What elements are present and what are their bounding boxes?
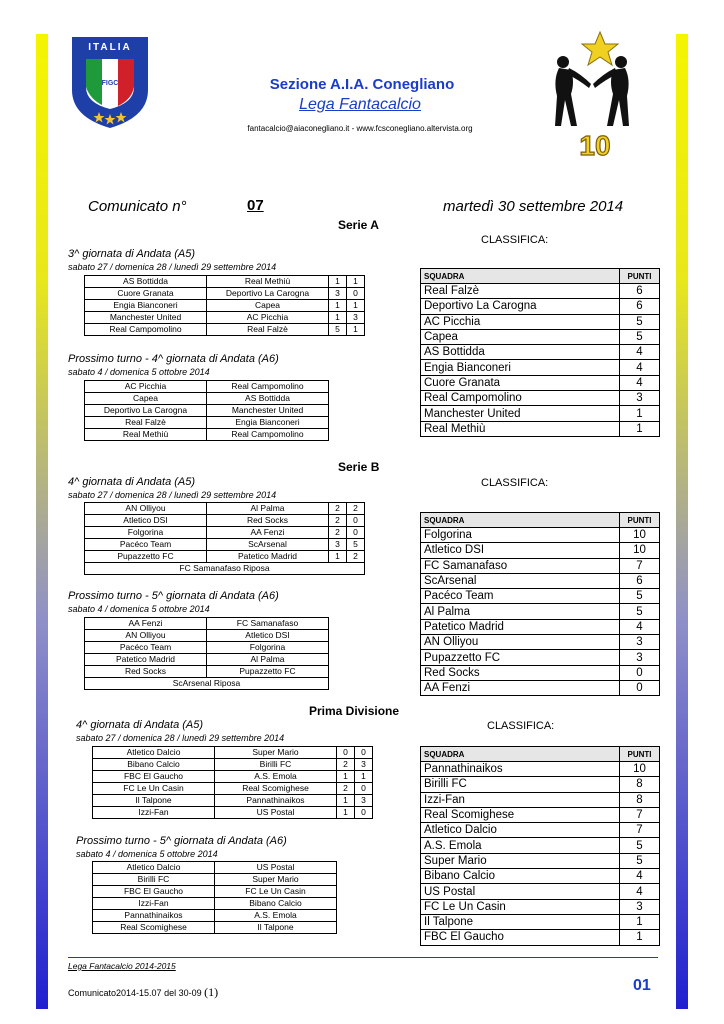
footer-page-number: 01 (633, 977, 651, 994)
comunicato-label: Comunicato n° (88, 198, 187, 215)
table-row: Bibano Calcio Birilli FC 2 3 (93, 759, 373, 771)
serie-a-results-table (84, 275, 365, 336)
svg-text:FIGC: FIGC (101, 80, 119, 87)
table-row: Capea AS Bottidda (85, 393, 329, 405)
footer-comunicato (68, 985, 218, 1000)
table-row: AN Olliyou Atletico DSI (85, 630, 329, 642)
rest-row: ScArsenal Riposa (85, 678, 329, 690)
rest-row: FC Samanafaso Riposa (85, 563, 365, 575)
table-row: Real Campomolino 3 (421, 391, 660, 406)
table-row: Pupazzetto FC Patetico Madrid 1 2 (85, 551, 365, 563)
table-row: AN Olliyou 3 (421, 635, 660, 650)
table-row: Patetico Madrid Al Palma (85, 654, 329, 666)
table-row: Atletico DSI Red Socks 2 0 (85, 515, 365, 527)
table-row: Pacéco Team 5 (421, 589, 660, 604)
serie-b-next-table (84, 617, 329, 690)
table-row: Atletico DSI 10 (421, 543, 660, 558)
table-row: Real Falzè 6 (421, 284, 660, 299)
section-title: Sezione A.I.A. Conegliano (269, 76, 455, 93)
table-row: Red Socks 0 (421, 665, 660, 680)
table-row: Real Methiù Real Campomolino (85, 429, 329, 441)
table-row: Birilli FC Super Mario (93, 874, 337, 886)
table-row: Real Campomolino Real Falzè 5 1 (85, 324, 365, 336)
serie-b-title: Serie B (338, 460, 380, 474)
serie-b-results-table (84, 502, 365, 575)
table-row: Folgorina 10 (421, 528, 660, 543)
table-row: Il Talpone Pannathinaikos 1 3 (93, 795, 373, 807)
serie-a-round-title: 3^ giornata di Andata (A5) (68, 248, 196, 260)
table-row: Izzi-Fan 8 (421, 792, 660, 807)
prima-divisione-classifica-label: CLASSIFICA: (487, 720, 555, 732)
serie-a-next-title: Prossimo turno - 4^ giornata di Andata (A6) (68, 353, 279, 365)
table-row: Folgorina AA Fenzi 2 0 (85, 527, 365, 539)
serie-b-next-title: Prossimo turno - 5^ giornata di Andata (A6) (68, 590, 279, 602)
table-row: AC Picchia Real Campomolino (85, 381, 329, 393)
table-row: Patetico Madrid 4 (421, 619, 660, 634)
table-row: AN Olliyou Al Palma 2 2 (85, 503, 365, 515)
table-row: Manchester United AC Picchia 1 3 (85, 312, 365, 324)
table-row: Engia Bianconeri Capea 1 1 (85, 300, 365, 312)
league-subtitle: Lega Fantacalcio (299, 96, 421, 113)
table-row: Pupazzetto FC 3 (421, 650, 660, 665)
table-row: FC Samanafaso 7 (421, 558, 660, 573)
table-row: Atletico Dalcio Super Mario 0 0 (93, 747, 373, 759)
table-row: Deportivo La Carogna 6 (421, 299, 660, 314)
table-row: Atletico Dalcio 7 (421, 823, 660, 838)
prima-divisione-round-date: sabato 27 / domenica 28 / lunedì 29 settembre 2014 (76, 733, 285, 743)
table-row: Pacéco Team Folgorina (85, 642, 329, 654)
left-gradient-bar (36, 34, 48, 1009)
table-row: FC Le Un Casin 3 (421, 899, 660, 914)
table-row: Izzi-Fan Bibano Calcio (93, 898, 337, 910)
table-row: ScArsenal 6 (421, 573, 660, 588)
boxers-star-logo (545, 30, 640, 160)
table-row: AS Bottidda 4 (421, 345, 660, 360)
serie-b-round-title: 4^ giornata di Andata (A5) (68, 476, 196, 488)
table-row: AA Fenzi 0 (421, 680, 660, 695)
serie-a-classifica-label: CLASSIFICA: (481, 234, 549, 246)
table-row: Cuore Granata Deportivo La Carogna 3 0 (85, 288, 365, 300)
svg-text:ITALIA: ITALIA (88, 42, 132, 53)
table-header-row: SQUADRA PUNTI (421, 747, 660, 762)
serie-b-standings-table (420, 512, 660, 696)
comunicato-date: martedì 30 settembre 2014 (443, 198, 624, 215)
table-row: Izzi-Fan US Postal 1 0 (93, 807, 373, 819)
serie-b-classifica-label: CLASSIFICA: (481, 477, 549, 489)
footer-divider (68, 957, 658, 958)
prima-divisione-round-title: 4^ giornata di Andata (A5) (76, 719, 204, 731)
serie-b-round-date: sabato 27 / domenica 28 / lunedì 29 settembre 2014 (68, 490, 277, 500)
table-row: A.S. Emola 5 (421, 838, 660, 853)
table-row: FBC El Gaucho A.S. Emola 1 1 (93, 771, 373, 783)
right-gradient-bar (676, 34, 688, 1009)
table-row: Super Mario 5 (421, 853, 660, 868)
table-row: US Postal 4 (421, 884, 660, 899)
table-row: Real Methiù 1 (421, 421, 660, 436)
serie-b-next-date: sabato 4 / domenica 5 ottobre 2014 (68, 604, 210, 614)
table-row: Manchester United 1 (421, 406, 660, 421)
figc-logo (70, 35, 150, 130)
prima-divisione-results-table (92, 746, 373, 819)
table-row: FBC El Gaucho FC Le Un Casin (93, 886, 337, 898)
prima-divisione-standings-table (420, 746, 660, 946)
table-row: Pannathinaikos A.S. Emola (93, 910, 337, 922)
table-row: Red Socks Pupazzetto FC (85, 666, 329, 678)
table-row: Real Scomighese 7 (421, 807, 660, 822)
serie-a-standings-table (420, 268, 660, 437)
table-row: Birilli FC 8 (421, 777, 660, 792)
table-row: Pannathinaikos 10 (421, 762, 660, 777)
table-row: AC Picchia 5 (421, 314, 660, 329)
table-row: FBC El Gaucho 1 (421, 930, 660, 945)
prima-divisione-next-table (92, 861, 337, 934)
table-row: Real Falzè Engia Bianconeri (85, 417, 329, 429)
table-row: Bibano Calcio 4 (421, 869, 660, 884)
serie-a-next-date: sabato 4 / domenica 5 ottobre 2014 (68, 367, 210, 377)
contact-line: fantacalcio@aiaconegliano.it - www.fcsconegliano.altervista.org (247, 124, 473, 133)
table-row: FC Le Un Casin Real Scomighese 2 0 (93, 783, 373, 795)
table-row: Cuore Granata 4 (421, 375, 660, 390)
comunicato-number: 07 (247, 197, 264, 214)
footer-league: Lega Fantacalcio 2014-2015 (68, 961, 176, 971)
table-row: Capea 5 (421, 329, 660, 344)
table-row: Real Scomighese Il Talpone (93, 922, 337, 934)
table-row: Al Palma 5 (421, 604, 660, 619)
table-row: AS Bottidda Real Methiù 1 1 (85, 276, 365, 288)
prima-divisione-next-date: sabato 4 / domenica 5 ottobre 2014 (76, 849, 218, 859)
serie-a-next-table (84, 380, 329, 441)
table-row: Il Talpone 1 (421, 914, 660, 929)
table-row: Deportivo La Carogna Manchester United (85, 405, 329, 417)
footer-page-paren: (1) (204, 985, 219, 999)
serie-a-round-date: sabato 27 / domenica 28 / lunedì 29 settembre 2014 (68, 262, 277, 272)
table-row: Atletico Dalcio US Postal (93, 862, 337, 874)
table-row: Pacéco Team ScArsenal 3 5 (85, 539, 365, 551)
footer-comunicato-text: Comunicato2014-15.07 del 30-09 (68, 988, 202, 998)
prima-divisione-next-title: Prossimo turno - 5^ giornata di Andata (A6) (76, 835, 287, 847)
svg-text:10: 10 (579, 130, 611, 160)
table-row: AA Fenzi FC Samanafaso (85, 618, 329, 630)
serie-a-title: Serie A (338, 218, 379, 232)
table-header-row: SQUADRA PUNTI (421, 269, 660, 284)
prima-divisione-title: Prima Divisione (309, 704, 400, 718)
table-header-row: SQUADRA PUNTI (421, 513, 660, 528)
table-row: Engia Bianconeri 4 (421, 360, 660, 375)
